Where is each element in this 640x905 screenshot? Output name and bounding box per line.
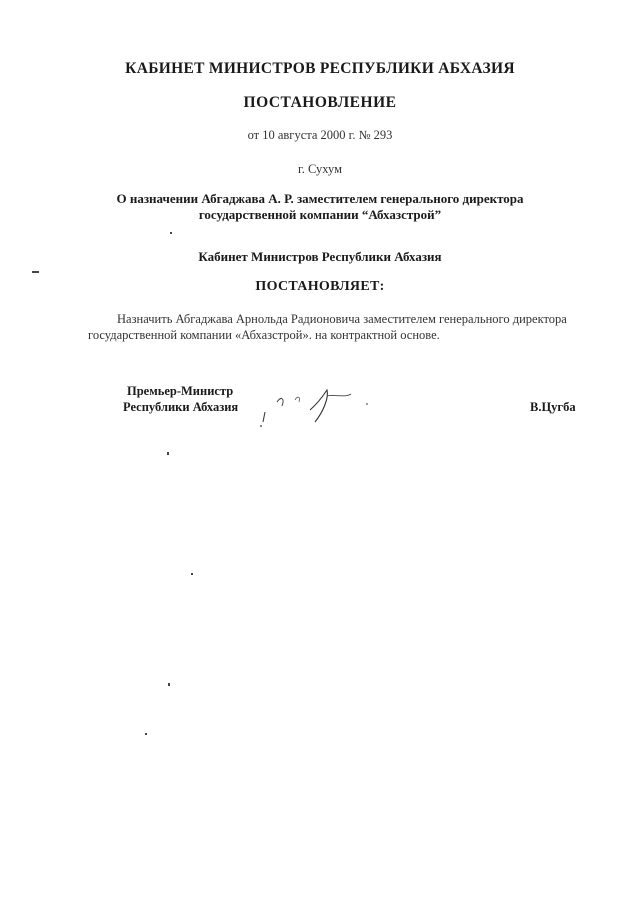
scan-mark — [145, 733, 147, 735]
issuer-line: Кабинет Министров Республики Абхазия — [198, 249, 442, 264]
signatory-title-line-1: Премьер-Министр — [127, 384, 234, 398]
document-type-heading: ПОСТАНОВЛЕНИЕ — [243, 94, 397, 111]
city-line: г. Сухум — [297, 162, 342, 176]
scan-mark — [168, 683, 170, 686]
scan-mark — [191, 573, 193, 575]
date-and-number: от 10 августа 2000 г. № 293 — [247, 128, 393, 142]
subject-line-1: О назначении Абгаджава А. Р. заместителем генерального директора — [116, 191, 524, 206]
signatory-name: В.Цугба — [530, 400, 576, 414]
subject-line-2: государственной компании “Абхазстрой” — [198, 207, 442, 222]
resolves-heading: ПОСТАНОВЛЯЕТ: — [255, 279, 385, 294]
body-text-line-1: Назначить Абгаджава Арнольда Радионовича заместителем генерального директора — [117, 312, 567, 326]
handwritten-signature — [255, 382, 380, 432]
organization-heading: КАБИНЕТ МИНИСТРОВ РЕСПУБЛИКИ АБХАЗИЯ — [125, 60, 515, 77]
signatory-title-line-2: Республики Абхазия — [123, 400, 239, 414]
body-text-line-2: государственной компании «Абхазстрой». на контрактной основе. — [88, 328, 440, 342]
scan-mark — [170, 232, 172, 234]
scan-mark — [167, 452, 169, 455]
scan-mark — [32, 271, 39, 273]
